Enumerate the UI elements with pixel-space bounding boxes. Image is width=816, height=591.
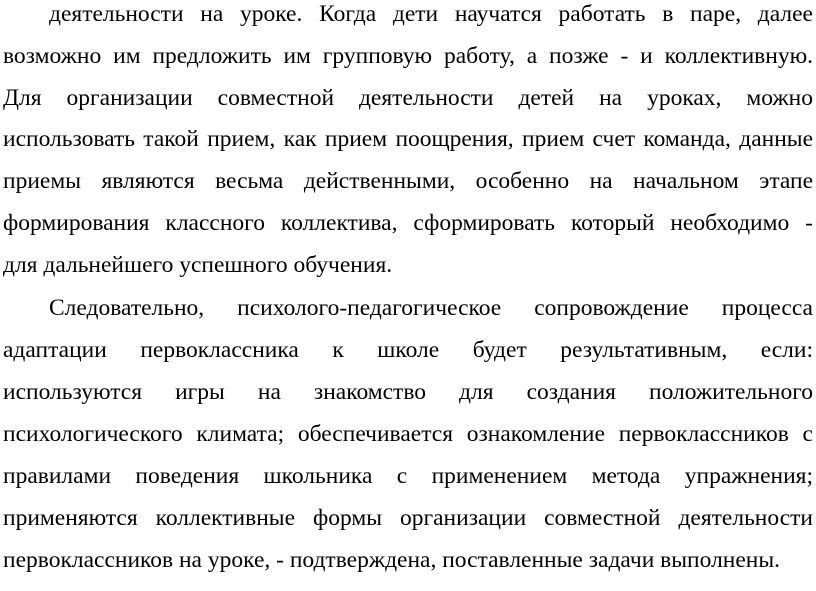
text-line-14: первоклассников на уроке, - подтверждена, поставленные задачи выполнены. [3, 547, 781, 573]
text-line-10: используются игры на знакомство для создания положительного [3, 379, 813, 405]
text-line-9: адаптации первоклассника к школе будет результативным, если: [3, 337, 813, 363]
text-line-2: возможно им предложить им групповую работу, а позже - и коллективную. [3, 43, 813, 69]
text-line-6: формирования классного коллектива, сформировать который необходимо - [3, 210, 813, 236]
text-line-13: применяются коллективные формы организации совместной деятельности [3, 505, 813, 531]
text-line-3: Для организации совместной деятельности детей на уроках, можно [3, 85, 813, 111]
text-line-4: использовать такой прием, как прием поощрения, прием счет команда, данные [3, 126, 813, 152]
document-page [3, 0, 813, 591]
text-line-11: психологического климата; обеспечивается ознакомление первоклассников с [3, 421, 813, 447]
text-line-5: приемы являются весьма действенными, особенно на начальном этапе [3, 168, 813, 194]
text-line-12: правилами поведения школьника с применением метода упражнения; [3, 463, 813, 489]
text-line-7: для дальнейшего успешного обучения. [3, 252, 393, 278]
text-line-1: деятельности на уроке. Когда дети научатся работать в паре, далее [49, 1, 813, 27]
text-line-8: Следовательно, психолого-педагогическое сопровождение процесса [49, 295, 813, 321]
